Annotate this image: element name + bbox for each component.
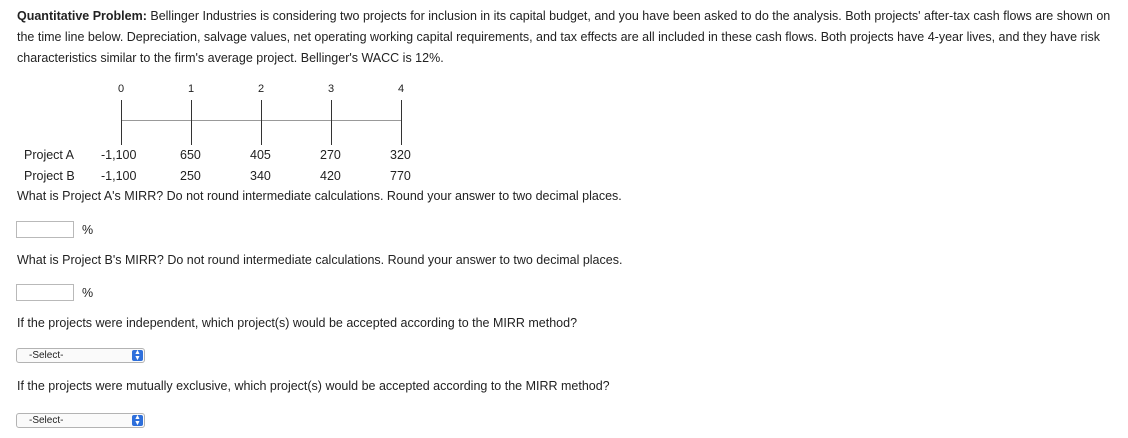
question-mirr-a: What is Project A's MIRR? Do not round intermediate calculations. Round your answer to two decimal places. bbox=[17, 189, 622, 203]
mirr-b-input[interactable] bbox=[16, 284, 74, 301]
cash-flow-3: 270 bbox=[320, 148, 341, 162]
cash-flow-3: 420 bbox=[320, 169, 341, 183]
cash-flow-4: 320 bbox=[390, 148, 411, 162]
timeline-tick bbox=[261, 100, 262, 145]
select-value: -Select- bbox=[29, 415, 64, 426]
timeline-axis bbox=[122, 120, 402, 121]
cash-flow-2: 405 bbox=[250, 148, 271, 162]
cash-flow-0: -1,100 bbox=[101, 169, 137, 183]
timeline-tick bbox=[191, 100, 192, 145]
cash-flow-4: 770 bbox=[390, 169, 411, 183]
cash-flow-1: 250 bbox=[180, 169, 201, 183]
question-mutually-exclusive: If the projects were mutually exclusive, which project(s) would be accepted according to the MIRR method? bbox=[17, 379, 610, 393]
chevron-updown-icon: ▲ ▼ bbox=[132, 415, 143, 426]
cash-flow-2: 340 bbox=[250, 169, 271, 183]
mirr-a-input[interactable] bbox=[16, 221, 74, 238]
timeline-tick bbox=[121, 100, 122, 145]
period-4: 4 bbox=[397, 83, 405, 95]
timeline-tick bbox=[401, 100, 402, 145]
select-value: -Select- bbox=[29, 350, 64, 361]
question-mirr-b: What is Project B's MIRR? Do not round intermediate calculations. Round your answer to two decimal places. bbox=[17, 253, 623, 267]
question-independent: If the projects were independent, which project(s) would be accepted according to the MIRR method? bbox=[17, 316, 578, 330]
problem-statement bbox=[17, 6, 1117, 69]
project-name: Project A bbox=[24, 148, 75, 162]
problem-label: Quantitative Problem: bbox=[17, 9, 147, 23]
period-0: 0 bbox=[117, 83, 125, 95]
chevron-updown-icon: ▲ ▼ bbox=[132, 350, 143, 361]
percent-label: % bbox=[82, 223, 94, 237]
timeline-tick bbox=[331, 100, 332, 145]
mutually-exclusive-select[interactable] bbox=[16, 413, 145, 428]
period-1: 1 bbox=[187, 83, 195, 95]
problem-text: Bellinger Industries is considering two projects for inclusion in its capital budget, and you have been asked to do the analysis. Both projects' after-tax cash flows are shown on the time line below. Depreciation, salvage values, net operating working capital requirements, and tax effects are all included in these cash flows. Both projects have 4-year lives, and they have risk characteristics similar to the firm's average project. Bellinger's WACC is 12%. bbox=[17, 9, 1111, 65]
period-3: 3 bbox=[327, 83, 335, 95]
independent-select[interactable] bbox=[16, 348, 145, 363]
cash-flow-1: 650 bbox=[180, 148, 201, 162]
cash-flow-0: -1,100 bbox=[101, 148, 137, 162]
period-2: 2 bbox=[257, 83, 265, 95]
project-name: Project B bbox=[24, 169, 75, 183]
percent-label: % bbox=[82, 286, 94, 300]
